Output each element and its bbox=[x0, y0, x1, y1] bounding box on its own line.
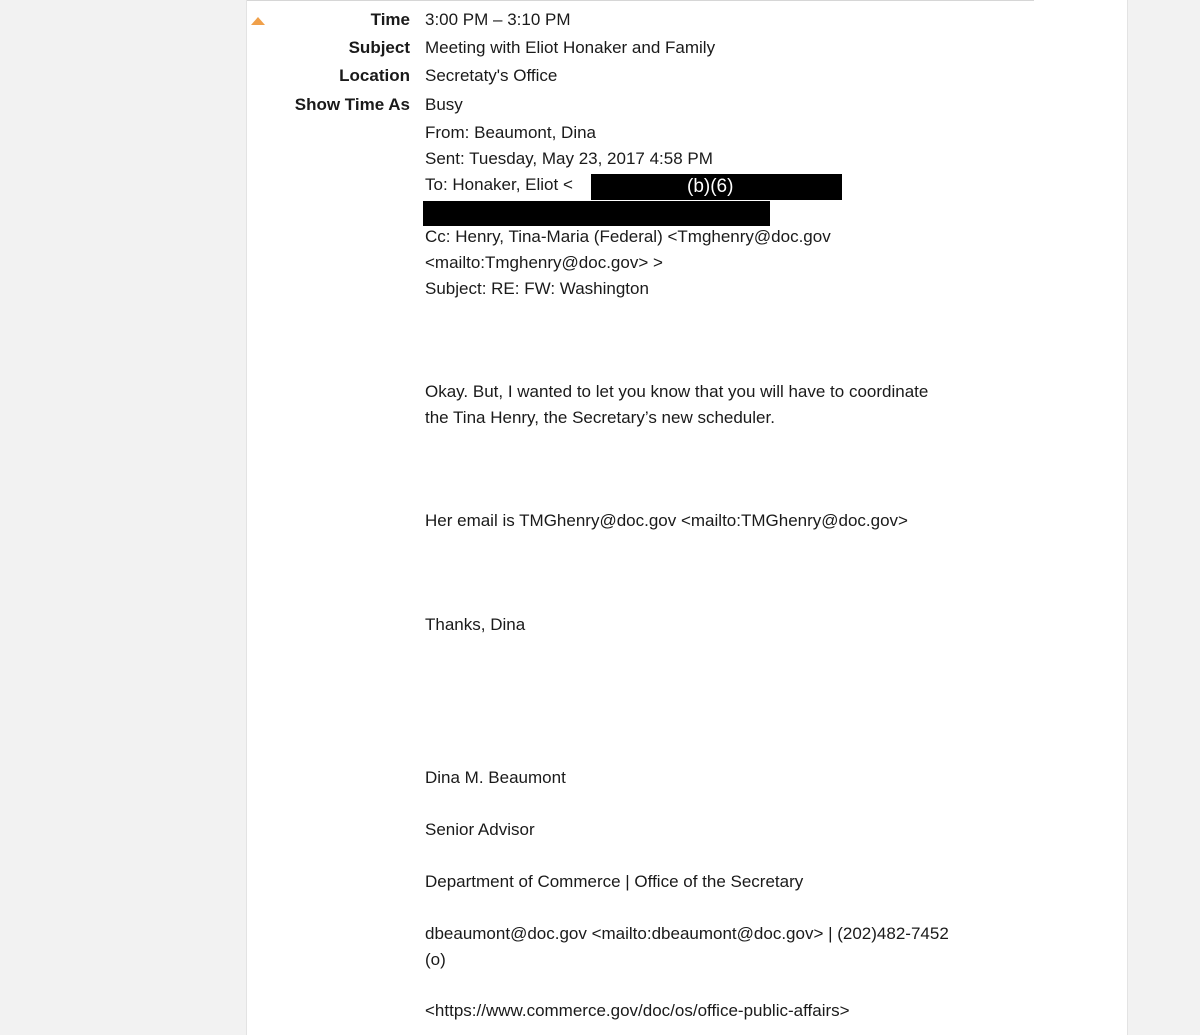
subject-label: Subject bbox=[348, 38, 410, 57]
redaction-box bbox=[591, 174, 842, 200]
body-para1-line2: the Tina Henry, the Secretary’s new scheduler. bbox=[425, 408, 775, 427]
signature-contact-line1: dbeaumont@doc.gov <mailto:dbeaumont@doc.gov> | (202)482-7452 bbox=[425, 924, 949, 943]
email-to: To: Honaker, Eliot < bbox=[425, 175, 573, 194]
flag-icon bbox=[251, 17, 265, 25]
location-label: Location bbox=[339, 66, 410, 85]
top-rule bbox=[247, 0, 1034, 1]
time-label: Time bbox=[370, 10, 410, 29]
subject-value: Meeting with Eliot Honaker and Family bbox=[425, 38, 716, 57]
body-para1-line1: Okay. But, I wanted to let you know that you will have to coordinate bbox=[425, 382, 929, 401]
show-time-as-value: Busy bbox=[425, 95, 463, 114]
location-value: Secretaty's Office bbox=[425, 66, 558, 85]
email-from: From: Beaumont, Dina bbox=[425, 123, 597, 142]
email-cc-line1: Cc: Henry, Tina-Maria (Federal) <Tmghenry@doc.gov bbox=[425, 227, 831, 246]
show-time-as-label: Show Time As bbox=[294, 95, 410, 114]
time-value: 3:00 PM – 3:10 PM bbox=[425, 10, 571, 29]
signature-contact-line2: (o) bbox=[425, 950, 446, 969]
body-para2: Her email is TMGhenry@doc.gov <mailto:TMGhenry@doc.gov> bbox=[425, 511, 908, 530]
signature-department: Department of Commerce | Office of the Secretary bbox=[425, 872, 804, 891]
signature-link: <https://www.commerce.gov/doc/os/office-public-affairs> bbox=[425, 1001, 850, 1020]
signature-title: Senior Advisor bbox=[425, 820, 535, 839]
email-cc-line2: <mailto:Tmghenry@doc.gov> > bbox=[425, 253, 663, 272]
email-sent: Sent: Tuesday, May 23, 2017 4:58 PM bbox=[425, 149, 713, 168]
signature-name: Dina M. Beaumont bbox=[425, 768, 566, 787]
email-subject: Subject: RE: FW: Washington bbox=[425, 279, 649, 298]
document-page bbox=[246, 0, 1128, 1035]
redaction-code: (b)(6) bbox=[687, 176, 734, 197]
body-para3: Thanks, Dina bbox=[425, 615, 526, 634]
redaction-box-2 bbox=[423, 201, 770, 226]
